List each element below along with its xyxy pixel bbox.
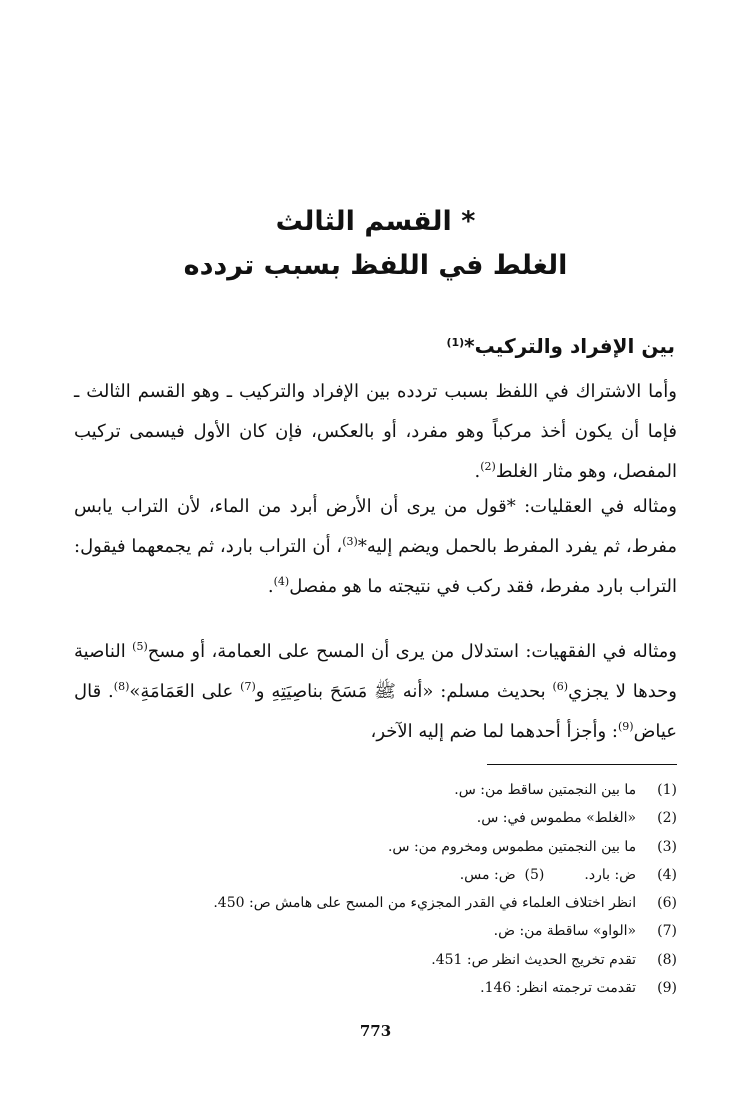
footnote-number: (2) xyxy=(657,810,677,827)
footnote-item xyxy=(57,889,677,917)
footnote-ref: (4) xyxy=(273,575,290,588)
paragraph-3 xyxy=(74,632,677,752)
footnote-ref: (3) xyxy=(342,535,358,548)
punctuation: . xyxy=(267,576,274,597)
footnote-ref: (6) xyxy=(552,680,569,693)
footnote-item xyxy=(57,804,677,832)
footnote-number: (3) xyxy=(657,838,677,855)
footnote-number: (6) xyxy=(657,895,677,912)
footnote-text: ض: مس. xyxy=(459,866,516,883)
footnote-number: (8) xyxy=(657,951,677,968)
paragraph-text: ، أن التراب بارد، ثم يجمعهما فيقول: التراب بارد مفرط، فقد ركب في نتيجته ما هو مفصل xyxy=(74,536,677,597)
footnotes xyxy=(57,776,677,1002)
footnote-ref: (9) xyxy=(617,720,634,733)
footnote-text: «الواو» ساقطة من: ض. xyxy=(493,923,637,940)
footnote-number: (9) xyxy=(657,980,677,997)
punctuation: . xyxy=(474,461,481,482)
footnote-text: «الغلط» مطموس في: س. xyxy=(476,810,637,827)
footnote-ref: (2) xyxy=(480,460,496,473)
footnote-text: انظر اختلاف العلماء في القدر المجزيء من المسح على هامش ص: 450. xyxy=(213,895,637,912)
footnote-item xyxy=(57,861,677,889)
paragraph-text: بحديث مسلم: «أنه ﷺ مَسَحَ بناصِيَتِهِ و xyxy=(255,681,553,702)
footnote-number: (7) xyxy=(657,923,677,940)
paragraph-text: : وأجزأ أحدهما لما ضم إليه الآخر، xyxy=(370,721,618,742)
footnote-text: ما بين النجمتين مطموس ومخروم من: س. xyxy=(387,838,637,855)
paragraph-text: وأما الاشتراك في اللفظ بسبب تردده بين الإفراد والتركيب ـ وهو القسم الثالث ـ فإما أن يكون أخذ مركباً وهو مفرد، أو بالعكس، فإن كان الأول فيسمى تركيب المفصل، وهو مثار الغلط xyxy=(74,381,677,482)
section-title: * القسم الثالث xyxy=(275,206,476,237)
paragraph-text: ومثاله في العقليات: *قول من يرى أن الأرض أبرد من الماء، لأن التراب يابس مفرط، ثم يفرد المفرط بالحمل ويضم إليه* xyxy=(74,496,677,557)
page-number: 773 xyxy=(359,1022,392,1040)
footnote-number: (4) xyxy=(657,866,677,883)
footnote-ref: (5) xyxy=(132,640,148,653)
footnote-ref: (8) xyxy=(113,680,130,693)
footnote-text: ما بين النجمتين ساقط من: س. xyxy=(454,782,637,798)
section-subtitle: الغلط في اللفظ بسبب تردده xyxy=(183,250,568,281)
footnote-ref: (7) xyxy=(240,680,256,693)
footnote-ref: (1) xyxy=(446,336,465,349)
footnote-item xyxy=(57,946,677,974)
subheading-text: بين الإفراد والتركيب* xyxy=(464,334,675,358)
paragraph-text: ومثاله في الفقهيات: استدلال من يرى أن المسح على العمامة، أو مسح xyxy=(147,641,677,662)
paragraph-text: . قال عياض xyxy=(74,681,677,742)
footnote-text: تقدمت ترجمته انظر: 146. xyxy=(480,980,637,997)
paragraph-text: الناصية وحدها لا يجزي xyxy=(74,641,677,702)
footnote-item xyxy=(57,917,677,945)
footnote-number: (5) xyxy=(524,866,545,883)
footnote-divider xyxy=(487,764,677,765)
footnote-text: تقدم تخريج الحديث انظر ص: 451. xyxy=(431,951,637,968)
footnote-item xyxy=(57,776,677,804)
subheading xyxy=(446,331,675,361)
footnote-text: ض: بارد. xyxy=(584,866,637,883)
footnote-number: (1) xyxy=(657,782,677,798)
paragraph-2 xyxy=(74,487,677,607)
paragraph-1 xyxy=(74,372,677,492)
paragraph-text: على العَمَامَةِ» xyxy=(129,681,241,702)
footnote-item xyxy=(57,833,677,861)
footnote-item xyxy=(57,974,677,1002)
